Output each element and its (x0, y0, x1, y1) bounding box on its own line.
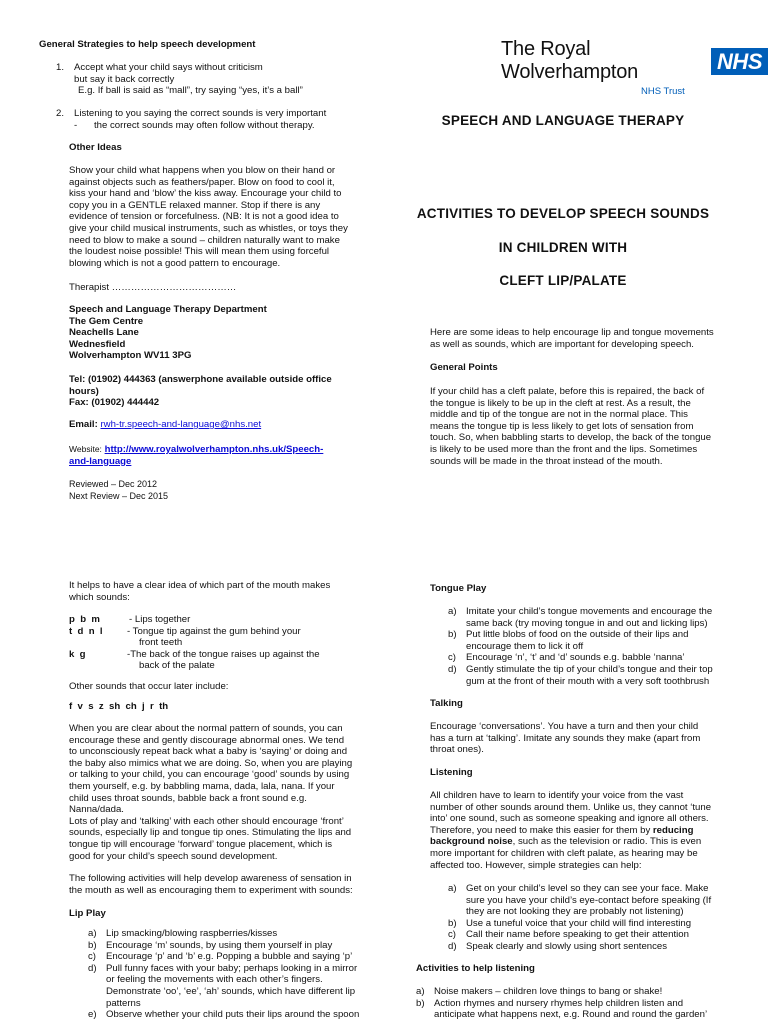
sound-places-table (69, 614, 379, 672)
review-dates: Reviewed – Dec 2012 Next Review – Dec 2015 (69, 479, 169, 501)
tongue-play-list (448, 606, 753, 687)
listening-strategies-list (448, 883, 753, 953)
nhs-trust-label: NHS Trust (641, 86, 685, 97)
doc-title-line-3: CLEFT LIP/PALATE (499, 273, 627, 288)
list-item: c) Encourage ‘p’ and ‘b’ e.g. Popping a bubble and saying ‘p’ (88, 951, 353, 963)
list-line: E.g. If ball is said as “mall”, try saying “yes, it’s a ball” (78, 85, 303, 97)
doc-title-line-1: ACTIVITIES TO DEVELOP SPEECH SOUNDS (416, 206, 710, 221)
nhs-logo: NHS (711, 48, 768, 75)
sound-row: p b m - Lips together (69, 614, 191, 625)
strategies-heading: General Strategies to help speech development (39, 39, 256, 50)
other-sounds-label: Other sounds that occur later include: (69, 681, 229, 692)
list-item: b) Use a tuneful voice that your child will find interesting (448, 917, 692, 929)
list-marker: 1. (56, 62, 65, 73)
list-item: c) Call their name before speaking to get their attention (448, 929, 689, 941)
list-item: c) Encourage ‘n’, ‘t’ and ‘d’ sounds e.g. babble ‘nanna’ (448, 652, 685, 664)
email-link[interactable]: rwh-tr.speech-and-language@nhs.net (100, 419, 262, 430)
activities-listening-heading: Activities to help listening (416, 963, 535, 974)
strategy-item-1 (56, 62, 376, 97)
email-line: Email: rwh-tr.speech-and-language@nhs.net (69, 419, 262, 430)
list-item: a) Noise makers – children love things to bang or shake! (416, 986, 663, 997)
list-item: b) Encourage ‘m’ sounds, by using them yourself in play (88, 939, 333, 951)
list-line: Listening to you saying the correct sounds is very important (74, 108, 327, 119)
telephone: Tel: (01902) 444363 (answerphone available outside office hours) Fax: (01902) 444442 (69, 374, 369, 409)
list-item: e) Observe whether your child puts their lips around the spoon (88, 1009, 360, 1021)
sound-row: t d n l - Tongue tip against the gum behind your front teeth (69, 625, 301, 649)
website-line: Website: http://www.royalwolverhampton.nhs.uk/Speech- and-language (69, 444, 324, 467)
lip-play-heading: Lip Play (69, 908, 106, 919)
talking-paragraph: Encourage ‘conversations’. You have a turn and then your child has a turn at ‘talking’. Imitate any sounds they make (apart from throat ones). (430, 721, 701, 756)
list-line: Accept what your child says without criticism (74, 62, 263, 73)
sound-pattern-paragraph: When you are clear about the normal pattern of sounds, you can encourage these and gently discourage abnormal ones. We tend to unconsciously repeat back what a baby is ‘saying’ or doing and the baby also mimics what we are doing. So, when you are playing or talking to your child, you can encourage ‘good’ sounds by using them yourself, e.g. by babbling mama, dada, lala, nana. If your child uses throat sounds, babble back a front sound e.g. Nanna/dada. Lots of play and ‘talking’ with each other should encourage ‘front’ sounds, especially lip and tongue tip ones. Stimulating the lips and tongue tip will encourage ‘forward’ tongue placement, which is good for your child’s speech sound development. (69, 723, 353, 862)
list-item: d) Gently stimulate the tip of your child’s tongue and their top gum at the front of their mouth with a very soft toothbrush (448, 663, 713, 687)
activities-intro: The following activities will help develop awareness of sensation in the mouth as well as encouraging them to experiment with sounds: (69, 873, 353, 896)
list-item: a) Lip smacking/blowing raspberries/kisses (88, 928, 278, 939)
lip-play-list (88, 928, 378, 1021)
list-item: b) Action rhymes and nursery rhymes help children listen and anticipate what happens next, e.g. Round and round the garden’ (416, 997, 708, 1021)
mouth-sounds-intro: It helps to have a clear idea of which part of the mouth makes which sounds: (69, 580, 331, 603)
fax: Fax: (01902) 444442 (69, 397, 160, 409)
list-marker: 2. (56, 108, 65, 119)
trust-name: The Royal Wolverhampton (501, 38, 639, 83)
trust-logo (501, 38, 768, 97)
list-item: d) Speak clearly and slowly using short sentences (448, 940, 668, 952)
talking-heading: Talking (430, 698, 463, 709)
other-ideas-heading: Other Ideas (69, 142, 122, 153)
therapist-line: Therapist ………………………………… (69, 282, 237, 293)
intro-paragraph: Here are some ideas to help encourage lip and tongue movements as well as sounds, which are important for developing speech. (430, 327, 714, 350)
listening-paragraph: All children have to learn to identify your voice from the vast number of other sounds around them. Unlike us, they cannot ‘tune into’ one sound, such as someone speaking and ignore all others. Therefore, you need to make this easier for them by reducing background noise, such as the television or radio. This is even more important for children with cleft palate, as hearing may be affected too. However, simple strategies can help: (430, 790, 712, 871)
doc-title-line-2: IN CHILDREN WITH (498, 240, 628, 255)
other-ideas-paragraph: Show your child what happens when you blow on their hand or against objects such as feathers/paper. Blow on food to cool it, kiss your hand and ‘blow’ the kiss away. Encourage your child to copy you in a GENTLE relaxed manner. Stop if there is any evidence of tension or forcefulness. (NB: It is not a good idea to give your child musical instruments, such as whistles, or toys they need to blow to make a sound – children naturally want to make the loudest noise possible! This will mean them using forceful blowing which is not a good pattern to encourage. (69, 165, 348, 269)
general-points-heading: General Points (430, 362, 498, 373)
service-title: SPEECH AND LANGUAGE THERAPY (441, 113, 685, 128)
list-item: a) Get on your child’s level so they can see your face. Make sure you have your child’s eye-contact before speaking (If they are not looking they are probably not listening) (448, 883, 712, 918)
list-item: a) Imitate your child’s tongue movements and encourage the same back (try moving tongue in and out and licking lips) (448, 606, 713, 629)
general-points-paragraph: If your child has a cleft palate, before this is repaired, the back of the tongue is likely to be up in the cleft at rest. As a result, the middle and tip of the tongue are not in the normal place. This means the tongue tip is less likely to get lots of sensation from touch. So, when babbling starts to develop, the back of the tongue is likely to be used more than the front and the lips. Sometimes sounds will be made in the throat instead of the mouth. (430, 386, 712, 467)
activities-listening-list (416, 986, 756, 1021)
website-link[interactable]: http://www.royalwolverhampton.nhs.uk/Speech- and-language (69, 444, 324, 467)
list-item: b) Put little blobs of food on the outside of their lips and encourage them to lick it off (448, 629, 689, 652)
list-line: - the correct sounds may often follow without therapy. (74, 119, 315, 131)
sound-row: k g -The back of the tongue raises up against the back of the palate (69, 648, 320, 672)
list-item: d) Pull funny faces with your baby; perhaps looking in a mirror or feeling the movements with each other’s fingers. Demonstrate ‘oo’, ‘ee’, ‘ah’ sounds, which have different lip patterns (88, 962, 358, 1009)
other-sounds: f v s z sh ch j r th (69, 701, 169, 712)
listening-heading: Listening (430, 767, 473, 778)
list-line: but say it back correctly (74, 73, 175, 85)
strategy-item-2 (56, 108, 376, 131)
department-address: Speech and Language Therapy Department The Gem Centre Neachells Lane Wednesfield Wolverhampton WV11 3PG (69, 304, 267, 362)
tongue-play-heading: Tongue Play (430, 583, 487, 594)
